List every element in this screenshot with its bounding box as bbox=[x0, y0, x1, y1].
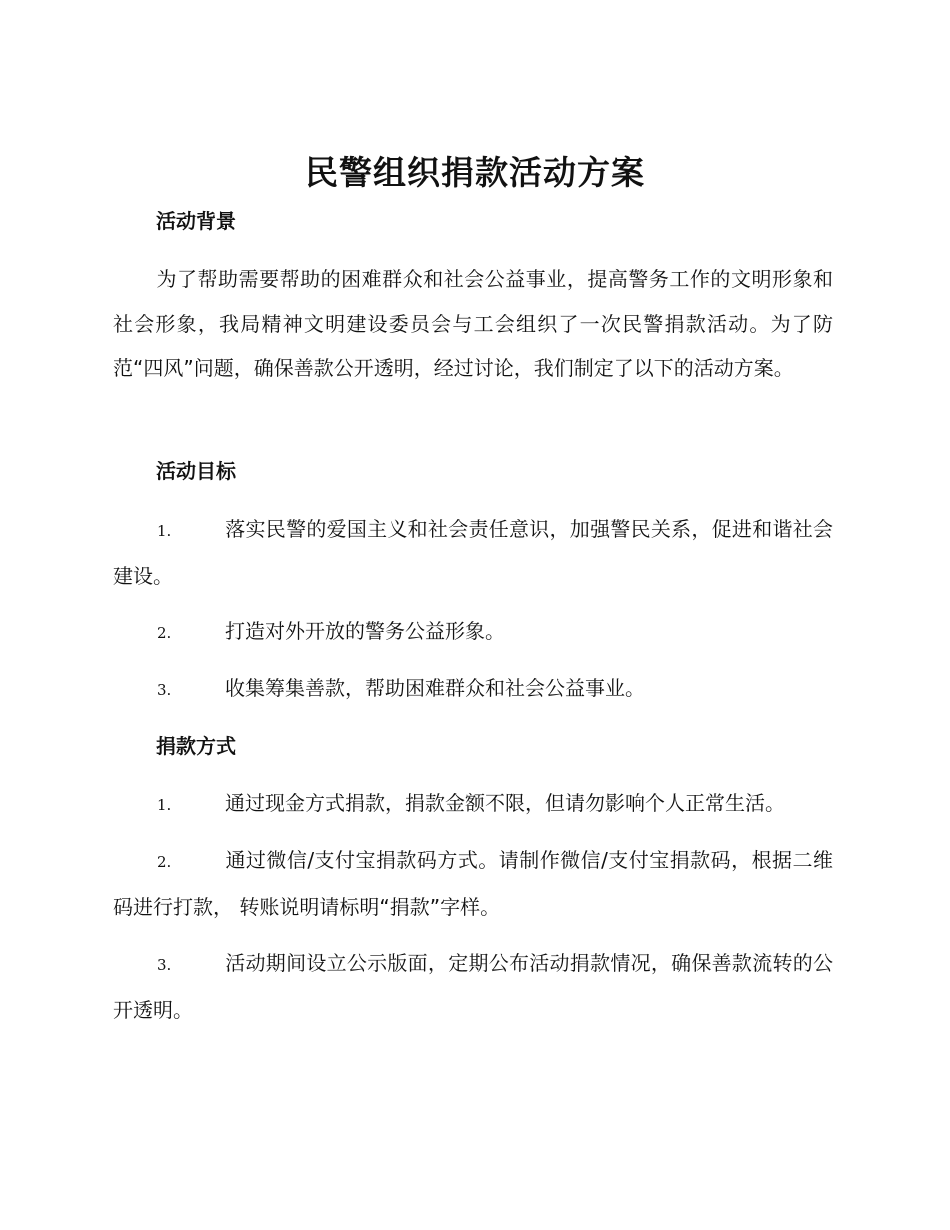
list-number: 1. bbox=[157, 522, 172, 540]
list-item-text: 收集筹集善款，帮助困难群众和社会公益事业。 bbox=[225, 676, 645, 700]
list-item bbox=[113, 781, 833, 828]
list-number: 2. bbox=[157, 853, 172, 871]
list-number: 3. bbox=[157, 681, 172, 699]
heading-background: 活动背景 bbox=[156, 209, 236, 233]
list-number: 2. bbox=[157, 624, 172, 642]
heading-goals: 活动目标 bbox=[156, 459, 236, 483]
list-item-text: 通过微信/支付宝捐款码方式。请制作微信/支付宝捐款码，根据二维码进行打款， 转账说明请标明“捐款”字样。 bbox=[113, 848, 833, 919]
list-item-text: 打造对外开放的警务公益形象。 bbox=[225, 619, 505, 643]
list-item-text: 通过现金方式捐款，捐款金额不限，但请勿影响个人正常生活。 bbox=[225, 791, 785, 815]
list-number: 1. bbox=[157, 796, 172, 814]
list-item bbox=[113, 941, 833, 1032]
list-item-text: 活动期间设立公示版面，定期公布活动捐款情况，确保善款流转的公开透明。 bbox=[113, 951, 833, 1022]
document-title: 民警组织捐款活动方案 bbox=[305, 153, 645, 192]
paragraph-background-text: 为了帮助需要帮助的困难群众和社会公益事业，提高警务工作的文明形象和社会形象，我局精神文明建设委员会与工会组织了一次民警捐款活动。为了防范“四风”问题，确保善款公开透明，经过讨论，我们制定了以下的活动方案。 bbox=[113, 267, 833, 380]
paragraph-background bbox=[113, 257, 833, 391]
list-item bbox=[113, 609, 833, 656]
list-item bbox=[113, 507, 833, 598]
list-number: 3. bbox=[157, 956, 172, 974]
list-item-text: 落实民警的爱国主义和社会责任意识，加强警民关系，促进和谐社会建设。 bbox=[113, 517, 833, 588]
list-item bbox=[113, 838, 833, 929]
list-item bbox=[113, 666, 833, 713]
heading-methods: 捐款方式 bbox=[156, 734, 236, 758]
